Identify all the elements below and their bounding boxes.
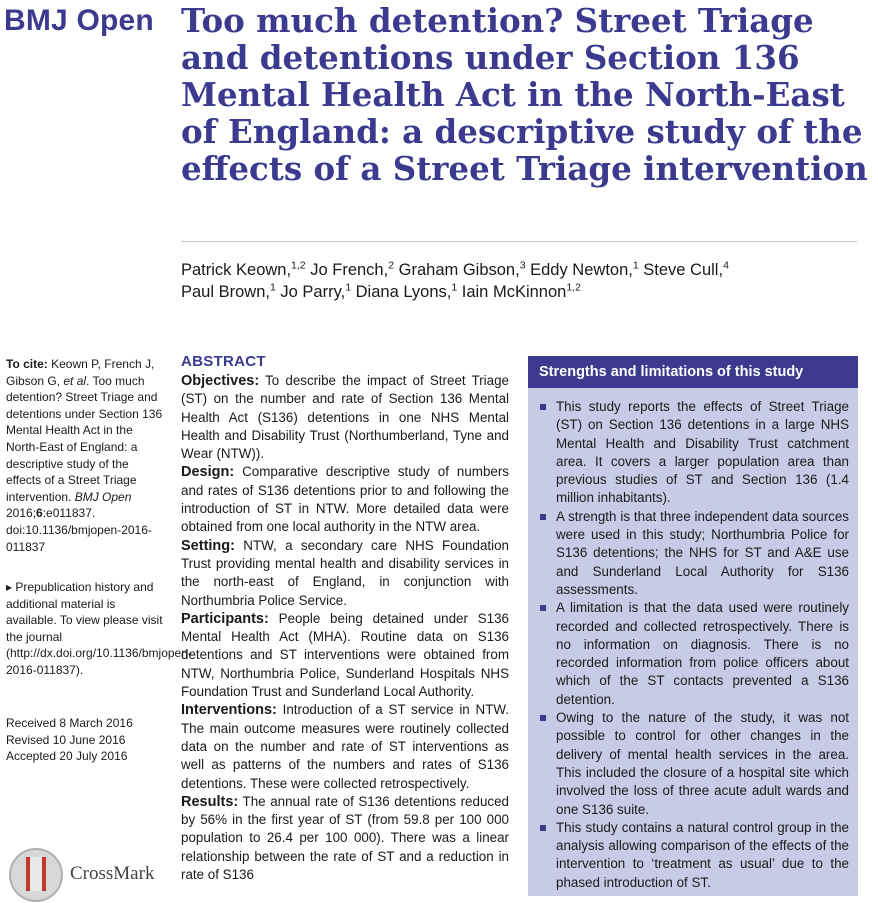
revised-date: Revised 10 June 2016 (6, 732, 126, 747)
author: Graham Gibson,$^3$ (394, 259, 526, 279)
received-date: Received 8 March 2016 (6, 716, 133, 730)
journal-logo: BMJ Open (4, 4, 154, 37)
author-line-1 (181, 259, 851, 281)
author-list (181, 259, 851, 303)
abstract (181, 353, 509, 884)
author: Jo Parry,$^1$ (275, 281, 352, 301)
list-item: Owing to the nature of the study, it was not possible to control for other changes in the delivery of mental health services in the area. This included the closure of a hospital site which involved the loss of three acute adult wards and one S136 suite. (538, 709, 849, 819)
abstract-objectives: Objectives: To describe the impact of Street Triage (ST) on the number and rate of Section 136 Mental Health Act (S136) detentions in one NHS Mental Health and Disability Trust (Northumberland, Tyne and Wear (NTW)). (181, 373, 509, 462)
strengths-limitations-box (528, 356, 858, 896)
strengths-limitations-list (528, 388, 858, 892)
square-bullet-icon (540, 514, 546, 520)
author: Steve Cull,$^4$ (638, 259, 729, 279)
crossmark-label: CrossMark (70, 863, 155, 884)
article-title: Too much detention? Street Triage and detentions under Section 136 Mental Health Act in the North-East of England: a descriptive study of the effects of a Street Triage intervention (181, 1, 868, 188)
author: Diana Lyons,$^1$ (351, 281, 458, 301)
list-item: This study contains a natural control group in the analysis allowing comparison of the effects of the intervention to ‘treatment as usual’ due to the phased introduction of ST. (538, 819, 849, 892)
square-bullet-icon (540, 605, 546, 611)
list-item: A strength is that three independent data sources were used in this study; Northumbria Police for S136 detentions; the NHS for ST and A&E use and Sunderland Local Authority for S136 assessments. (538, 508, 849, 599)
citation-block: To cite: Keown P, French J, Gibson G, et al. Too much detention? Street Triage and detentions under Section 136 Mental Health Act in the North-East of England: a descriptive study of the effects of a Street Triage intervention. BMJ Open 2016;6:e011837. doi:10.1136/bmjopen-2016-011837 (6, 357, 163, 554)
square-bullet-icon (540, 404, 546, 410)
abstract-design: Design: Comparative descriptive study of numbers and rates of S136 detentions prior to and following the introduction of ST in NTW. More detailed data were obtained from one local authority in the NTW area. (181, 464, 509, 535)
title-divider (181, 241, 857, 242)
list-item: This study reports the effects of Street Triage (ST) on Section 136 detentions in a large NHS Mental Health and Disability Trust catchment area. It covers a larger population area than previous studies of ST and Section 136 (1.4 million inhabitants). (538, 398, 849, 508)
list-item: A limitation is that the data used were routinely recorded and collected retrospectively. There is no information on diagnosis. There is no recorded information from police officers about which of the ST contacts prevented a S136 detention. (538, 599, 849, 709)
author: Patrick Keown,$^{1,2}$ (181, 259, 306, 279)
abstract-setting: Setting: NTW, a secondary care NHS Foundation Trust providing mental health and disability services in the north-east of England, in conjunction with Northumbria Police Service. (181, 537, 509, 608)
author: Iain McKinnon$^{1,2}$ (457, 281, 581, 301)
crossmark-badge[interactable] (8, 845, 168, 885)
author: Eddy Newton,$^1$ (525, 259, 639, 279)
author-line-2 (181, 281, 851, 303)
abstract-heading: ABSTRACT (181, 353, 266, 370)
accepted-date: Accepted 20 July 2016 (6, 749, 128, 764)
abstract-participants: Participants: People being detained under S136 Mental Health Act (MHA). Routine data on S136 detentions and ST interventions were obtained from NTW, Northumbria Police, Sunderland Hospitals NHS Foundation Trust and Sunderland Local Authority. (181, 610, 509, 700)
strengths-limitations-heading: Strengths and limitations of this study (528, 356, 858, 388)
abstract-interventions: Interventions: Introduction of a ST service in NTW. The main outcome measures were routinely collected data on the number and rate of ST interventions as well as patterns of the numbers and rates of S136 detentions. These were collected retrospectively. (181, 702, 509, 791)
square-bullet-icon (540, 715, 546, 721)
author: Jo French,$^2$ (305, 259, 395, 279)
article-dates (6, 715, 164, 765)
author: Paul Brown,$^1$ (181, 281, 276, 301)
crossmark-icon (8, 847, 64, 903)
square-bullet-icon (540, 825, 546, 831)
abstract-results: Results: The annual rate of S136 detentions reduced by 56% in the first year of ST (from 59.8 per 100 000 population to 26.4 per 100 000). There was a linear relationship between the rate of ST and a reduction in rate of S136 (181, 793, 509, 883)
prepub-history-link[interactable]: ▸ Prepublication history and additional material is available. To view please visit the journal (http://dx.doi.org/10.1136/bmjopen-2016-011837). (6, 580, 192, 677)
